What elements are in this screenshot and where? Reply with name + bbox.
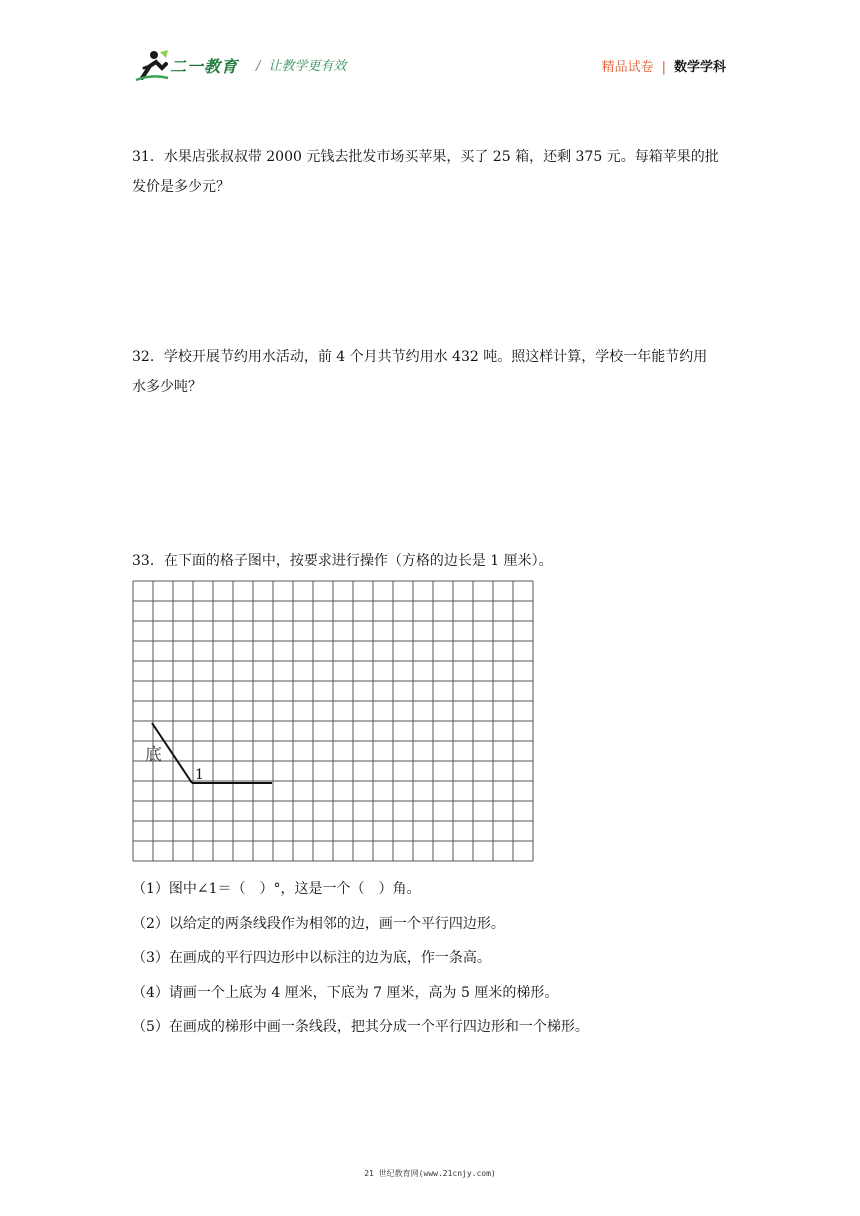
subject-label: 数学学科 <box>673 60 726 75</box>
brand-quality-label: 精品试卷 <box>601 60 654 75</box>
sub-question-5: （5）在画成的梯形中画一条线段，把其分成一个平行四边形和一个梯形。 <box>132 1019 589 1035</box>
question-text: 水果店张叔叔带 2000 元钱去批发市场买苹果，买了 25 箱，还剩 375 元。每箱苹果的批 <box>163 149 719 165</box>
slogan: / 让教学更有效 <box>256 59 347 74</box>
question-number: 32． <box>132 349 164 365</box>
question-32-line1 <box>132 342 732 372</box>
sub-question-4: （4）请画一个上底为 4 厘米，下底为 7 厘米，高为 5 厘米的梯形。 <box>132 985 559 1001</box>
sub-question-2: （2）以给定的两条线段作为相邻的边，画一个平行四边形。 <box>132 916 505 932</box>
question-32-line2: 水多少吨？ <box>132 379 202 395</box>
logo <box>132 48 244 82</box>
question-text: 在下面的格子图中，按要求进行操作（方格的边长是 1 厘米）。 <box>163 553 553 569</box>
page-header <box>132 48 732 82</box>
question-31-line2: 发价是多少元？ <box>132 179 230 195</box>
question-31 <box>132 142 732 202</box>
question-33-line1 <box>132 546 732 576</box>
grid-lines <box>133 581 533 861</box>
sub-question-3: （3）在画成的平行四边形中以标注的边为底，作一条高。 <box>132 950 491 966</box>
question-32 <box>132 342 732 402</box>
logo-text: 二一教育 <box>170 57 239 76</box>
sub-question-1: （1）图中∠1＝（ ）°，这是一个（ ）角。 <box>132 881 421 897</box>
page-footer: 21 世纪教育网(www.21cnjy.com) <box>364 1169 496 1178</box>
question-33 <box>132 546 732 576</box>
question-31-line1 <box>132 142 732 172</box>
slogan-text: 让教学更有效 <box>268 59 347 74</box>
runner-logo-icon <box>132 48 172 82</box>
base-label: 底 <box>145 745 162 765</box>
question-text: 学校开展节约用水活动，前 4 个月共节约用水 432 吨。照这样计算，学校一年能节约用 <box>163 349 708 365</box>
question-number: 33． <box>132 553 164 569</box>
question-number: 31． <box>132 149 164 165</box>
brand-label: 精品试卷 | 数学学科 <box>601 60 726 75</box>
grid-figure <box>132 580 538 866</box>
angle-label: 1 <box>195 767 204 783</box>
